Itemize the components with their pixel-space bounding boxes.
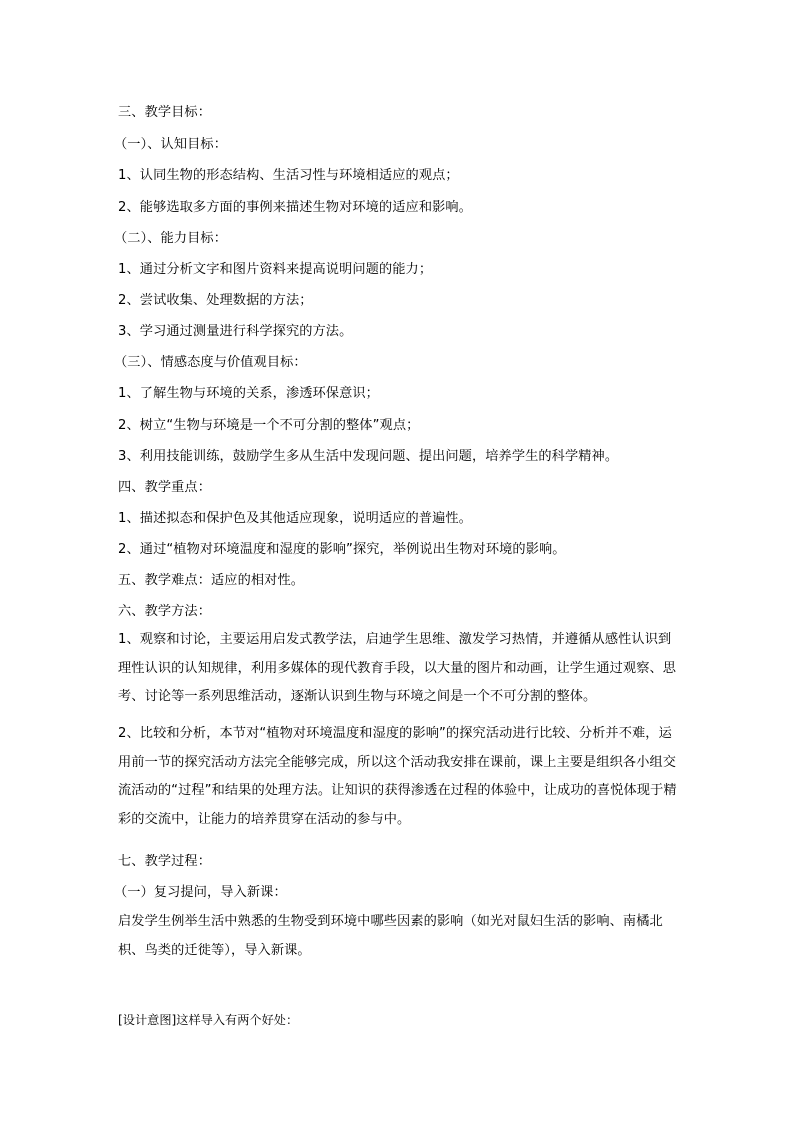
cognitive-item-1: 1、认同生物的形态结构、生活习性与环境相适应的观点； [118, 168, 459, 183]
ability-item-1: 1、通过分析文字和图片资料来提高说明问题的能力； [118, 262, 433, 277]
ability-item-3: 3、学习通过测量进行科学探究的方法。 [118, 324, 353, 339]
heading-teaching-process: 七、教学过程： [118, 854, 212, 869]
method-paragraph-2: 2、比较和分析，本节对“植物对环境温度和湿度的影响”的探究活动进行比较、分析并不难，运用前一节的探究活动方法完全能够完成，所以这个活动我安排在课前，课上主要是组织各小组交流活动的“过程”和结果的处理方法。让知识的获得渗透在过程的体验中，让成功的喜悦体现于精彩的交流中，让能力的培养贯穿在活动的参与中。 [118, 726, 677, 827]
intro-paragraph: 启发学生例举生活中熟悉的生物受到环境中哪些因素的影响（如光对鼠妇生活的影响、南橘北枳、鸟类的迁徙等），导入新课。 [118, 914, 663, 958]
subheading-review-intro: （一）复习提问，导入新课： [114, 885, 287, 900]
heading-difficult-points: 五、教学难点：适应的相对性。 [118, 573, 305, 588]
ability-item-2: 2、尝试收集、处理数据的方法； [118, 293, 313, 308]
heading-teaching-objectives: 三、教学目标： [118, 105, 212, 120]
emotional-item-1: 1、了解生物与环境的关系，渗透环保意识； [118, 386, 379, 401]
subheading-ability-objectives: （二）、能力目标： [114, 231, 227, 246]
subheading-emotional-objectives: （三）、情感态度与价值观目标： [114, 355, 307, 370]
key-point-1: 1、描述拟态和保护色及其他适应现象，说明适应的普遍性。 [118, 511, 472, 526]
key-point-2: 2、通过“植物对环境温度和湿度的影响”探究，举例说出生物对环境的影响。 [118, 542, 566, 557]
cognitive-item-2: 2、能够选取多方面的事例来描述生物对环境的适应和影响。 [118, 200, 472, 215]
heading-teaching-methods: 六、教学方法： [118, 604, 212, 619]
method-paragraph-1: 1、观察和讨论，主要运用启发式教学法，启迪学生思维、激发学习热情，并遵循从感性认识到理性认识的认知规律，利用多媒体的现代教育手段，以大量的图片和动画，让学生通过观察、思考、讨论等一系列思维活动，逐渐认识到生物与环境之间是一个不可分割的整体。 [118, 632, 677, 704]
heading-key-points: 四、教学重点： [118, 480, 212, 495]
design-intent-note: [设计意图]这样导入有两个好处： [118, 1013, 299, 1027]
emotional-item-3: 3、利用技能训练，鼓励学生多从生活中发现问题、提出问题，培养学生的科学精神。 [118, 449, 619, 464]
emotional-item-2: 2、树立“生物与环境是一个不可分割的整体”观点； [118, 418, 420, 433]
subheading-cognitive-objectives: （一）、认知目标： [114, 137, 227, 152]
